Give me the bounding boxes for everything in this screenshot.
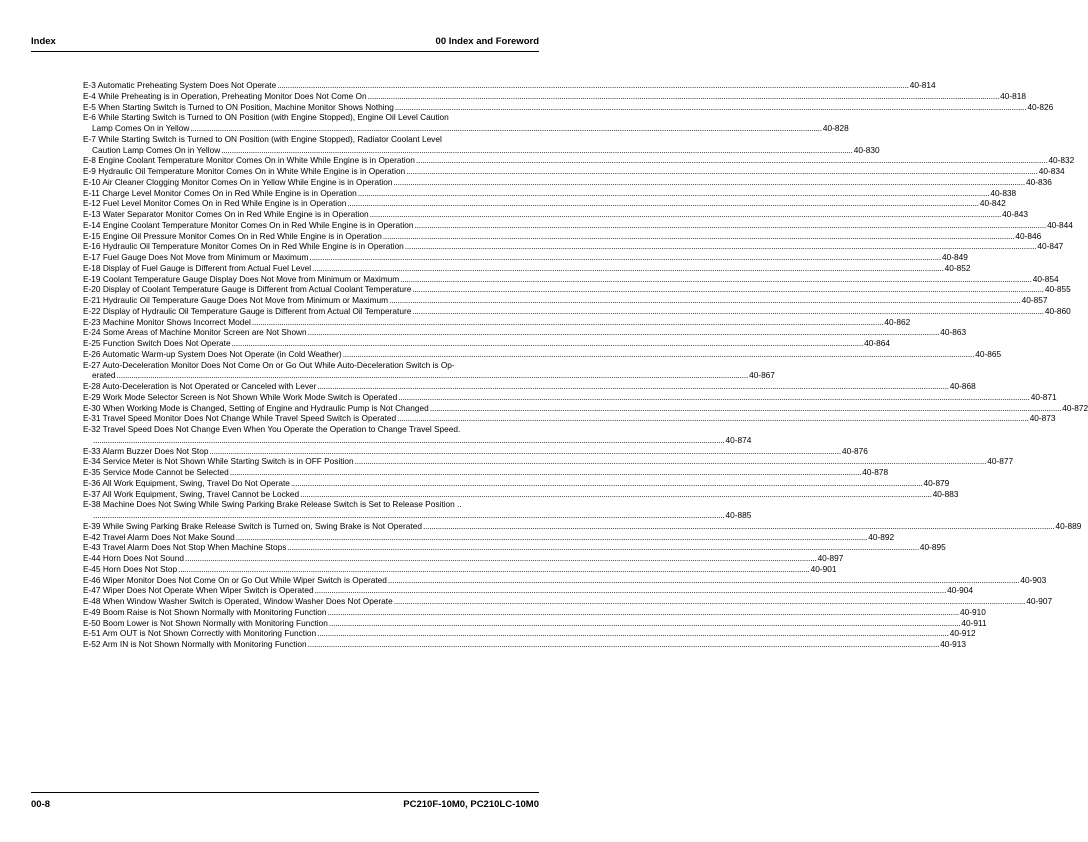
index-entry-page: 40-852	[944, 262, 971, 273]
dot-leader	[395, 102, 1027, 113]
index-entry-page: 40-844	[1047, 219, 1073, 230]
index-entry-page: 40-863	[940, 327, 967, 338]
index-entry[interactable]	[83, 359, 775, 382]
dot-leader	[368, 91, 1000, 102]
index-entry-title-line1: E-32 Travel Speed Does Not Change Even When You Operate the Operation to Change Travel Speed.	[83, 424, 461, 434]
dot-leader	[221, 145, 853, 156]
dot-leader	[190, 123, 822, 134]
index-entry-page: 40-826	[1027, 101, 1054, 112]
index-entry[interactable]	[83, 542, 946, 553]
index-entry-page: 40-879	[923, 477, 950, 488]
dot-leader	[329, 618, 961, 629]
dot-leader	[236, 532, 868, 543]
index-entry[interactable]	[83, 617, 987, 629]
index-list	[83, 80, 1088, 650]
index-entry-page: 40-867	[749, 370, 775, 381]
index-entry-page: 40-913	[940, 639, 967, 649]
index-entry-page: 40-830	[853, 144, 880, 155]
index-entry[interactable]	[83, 133, 880, 156]
index-entry-continuation	[83, 123, 849, 134]
dot-leader	[317, 381, 949, 392]
index-entry[interactable]	[83, 402, 1088, 414]
dot-leader	[317, 628, 949, 639]
index-entry-title-line2: erated	[92, 370, 116, 381]
index-entry-title: E-36 All Work Equipment, Swing, Travel Do Not Operate	[83, 477, 290, 488]
index-entry-page: 40-842	[979, 198, 1006, 209]
dot-leader	[309, 252, 941, 263]
index-entry-page: 40-903	[1020, 574, 1047, 585]
index-entry-title: E-3 Automatic Preheating System Does Not Operate	[83, 80, 277, 90]
index-entry[interactable]	[83, 585, 973, 596]
index-entry-title: E-43 Travel Alarm Does Not Stop When Machine Stops	[83, 542, 287, 553]
dot-leader	[300, 489, 932, 500]
index-entry[interactable]	[83, 477, 950, 489]
index-entry-title: E-34 Service Meter is Not Shown While Starting Switch is in OFF Position	[83, 456, 354, 467]
index-entry-title: E-52 Arm IN is Not Shown Normally with Monitoring Function	[83, 639, 307, 649]
index-entry-title-line1: E-27 Auto-Deceleration Monitor Does Not Come On or Go Out While Auto-Deceleration Switch is Op-	[83, 359, 455, 370]
dot-leader	[287, 542, 919, 553]
index-entry-title: E-37 All Work Equipment, Swing, Travel Cannot be Locked	[83, 488, 300, 499]
index-entry[interactable]	[83, 187, 1017, 199]
index-entry-title: E-47 Wiper Does Not Operate When Wiper Switch is Operated	[83, 585, 314, 596]
index-entry-title: E-11 Charge Level Monitor Comes On in Red While Engine is in Operation	[83, 187, 357, 198]
dot-leader	[277, 80, 909, 91]
index-entry-title: E-31 Travel Speed Monitor Does Not Change While Travel Speed Switch is Operated	[83, 413, 397, 424]
index-entry[interactable]	[83, 209, 1028, 220]
index-entry[interactable]	[83, 338, 890, 349]
index-entry[interactable]	[83, 467, 889, 478]
index-entry[interactable]	[83, 327, 967, 338]
footer-page-number: 00-8	[31, 799, 51, 810]
dot-leader	[400, 274, 1032, 285]
index-entry-title: E-50 Boom Lower is Not Shown Normally with Monitoring Function	[83, 617, 328, 628]
index-entry-title-line2: Caution Lamp Comes On in Yellow	[92, 144, 221, 155]
dot-leader	[383, 231, 1015, 242]
dot-leader	[355, 456, 987, 467]
index-entry[interactable]	[83, 90, 1027, 102]
index-entry-page: 40-846	[1015, 230, 1042, 241]
dot-leader	[291, 478, 923, 489]
dot-leader	[230, 467, 862, 478]
index-entry-title: E-15 Engine Oil Pressure Monitor Comes On in Red While Engine is in Operation	[83, 230, 382, 241]
index-entry[interactable]	[83, 553, 844, 564]
index-entry[interactable]	[83, 284, 1071, 295]
index-entry-title: E-14 Engine Coolant Temperature Monitor Comes On in Red While Engine is in Operation	[83, 219, 414, 230]
index-entry-title: E-51 Arm OUT is Not Shown Correctly with Monitoring Function	[83, 628, 317, 639]
index-entry-page: 40-857	[1021, 295, 1048, 305]
index-entry[interactable]	[83, 563, 837, 575]
index-entry-page: 40-895	[919, 542, 946, 553]
header-section-label: Index	[31, 36, 56, 47]
index-entry-title-line1: E-38 Machine Does Not Swing While Swing Parking Brake Release Switch is Set to Release Position ..	[83, 499, 462, 510]
index-entry[interactable]	[83, 252, 968, 263]
dot-leader	[415, 220, 1047, 231]
index-entry[interactable]	[83, 166, 1065, 177]
index-entry[interactable]	[83, 628, 976, 639]
index-entry-page: 40-814	[909, 80, 936, 90]
index-entry[interactable]	[83, 606, 986, 618]
dot-leader	[252, 317, 884, 328]
dot-leader	[347, 198, 979, 209]
dot-leader	[308, 639, 940, 650]
index-entry-title: E-48 When Window Washer Switch is Operated, Window Washer Does Not Operate	[83, 596, 393, 606]
index-entry-page: 40-883	[932, 488, 959, 499]
index-entry-page: 40-849	[942, 252, 968, 262]
dot-leader	[398, 392, 1030, 403]
dot-leader	[209, 446, 841, 457]
dot-leader	[405, 241, 1037, 252]
index-entry-page: 40-897	[817, 553, 844, 563]
index-entry-page: 40-836	[1026, 176, 1052, 187]
index-entry-title: E-45 Horn Does Not Stop	[83, 563, 178, 574]
index-entry[interactable]	[83, 574, 1047, 586]
index-entry-page: 40-847	[1037, 241, 1064, 252]
index-entry-title: E-46 Wiper Monitor Does Not Come On or Go Out While Wiper Switch is Operated	[83, 574, 387, 585]
dot-leader	[185, 553, 817, 564]
index-entry-page: 40-834	[1038, 166, 1065, 176]
index-entry-page: 40-910	[960, 606, 986, 617]
index-entry-title-line2: Lamp Comes On in Yellow	[92, 123, 190, 133]
index-entry-continuation	[83, 370, 775, 381]
index-entry-title: E-33 Alarm Buzzer Does Not Stop	[83, 445, 209, 456]
index-entry[interactable]	[83, 101, 1054, 113]
index-entry-title: E-16 Hydraulic Oil Temperature Monitor Comes On in Red While Engine is in Operation	[83, 241, 404, 252]
dot-leader	[412, 284, 1044, 295]
dot-leader	[93, 510, 725, 521]
footer-model-name: PC210F-10M0, PC210LC-10M0	[403, 799, 539, 810]
dot-leader	[93, 435, 725, 446]
index-entry[interactable]	[83, 198, 1006, 209]
index-entry[interactable]	[83, 456, 1014, 467]
index-entry-title: E-9 Hydraulic Oil Temperature Monitor Comes On in White While Engine is in Operation	[83, 166, 406, 176]
dot-leader	[358, 188, 990, 199]
index-entry-title: E-10 Air Cleaner Clogging Monitor Comes On in Yellow While Engine is in Operation	[83, 176, 393, 187]
index-entry[interactable]	[83, 262, 971, 274]
index-entry[interactable]	[83, 230, 1042, 242]
dot-leader	[312, 263, 944, 274]
index-entry-page: 40-889	[1055, 520, 1082, 531]
index-entry-page: 40-907	[1026, 596, 1053, 606]
index-entry[interactable]	[83, 488, 959, 500]
footer-rule	[31, 792, 539, 793]
dot-leader	[343, 349, 975, 360]
index-entry-page: 40-854	[1032, 273, 1059, 284]
index-entry[interactable]	[83, 316, 911, 328]
index-entry-title: E-22 Display of Hydraulic Oil Temperature Gauge is Different from Actual Oil Temperature	[83, 305, 412, 316]
index-entry-title-line1: E-6 While Starting Switch is Turned to ON Position (with Engine Stopped), Engine Oil Level Caution	[83, 112, 449, 123]
page-header	[31, 36, 539, 47]
index-entry[interactable]	[83, 531, 895, 543]
index-entry-title: E-8 Engine Coolant Temperature Monitor Comes On in White While Engine is in Operation	[83, 155, 415, 166]
dot-leader	[416, 155, 1048, 166]
page-footer	[31, 799, 539, 810]
index-entry-continuation	[83, 510, 752, 521]
index-entry-title: E-5 When Starting Switch is Turned to ON Position, Machine Monitor Shows Nothing	[83, 101, 394, 112]
dot-leader	[232, 338, 864, 349]
index-entry[interactable]	[83, 520, 1082, 532]
index-entry[interactable]	[83, 273, 1059, 285]
index-entry[interactable]	[83, 639, 967, 650]
index-entry[interactable]	[83, 391, 1057, 403]
header-rule	[31, 51, 539, 52]
index-entry-page: 40-828	[822, 123, 849, 133]
dot-leader	[389, 295, 1021, 306]
index-entry[interactable]	[83, 80, 936, 91]
index-entry-page: 40-873	[1029, 413, 1056, 424]
index-entry-page: 40-871	[1030, 391, 1057, 402]
index-entry-title: E-29 Work Mode Selector Screen is Not Shown While Work Mode Switch is Operated	[83, 391, 398, 402]
dot-leader	[430, 403, 1062, 414]
index-entry[interactable]	[83, 424, 752, 446]
index-entry-page: 40-874	[725, 434, 752, 445]
dot-leader	[178, 564, 810, 575]
dot-leader	[397, 413, 1029, 424]
index-entry-page: 40-878	[862, 467, 889, 477]
index-entry-page: 40-912	[949, 628, 976, 639]
index-entry[interactable]	[83, 155, 1075, 166]
index-entry-title: E-24 Some Areas of Machine Monitor Screen are Not Shown	[83, 327, 307, 338]
index-entry-page: 40-872	[1062, 402, 1088, 413]
index-entry-title-line1: E-7 While Starting Switch is Turned to ON Position (with Engine Stopped), Radiator Coolant Level	[83, 133, 442, 144]
index-entry-title: E-13 Water Separator Monitor Comes On in Red While Engine is in Operation	[83, 209, 369, 219]
index-entry-title: E-30 When Working Mode is Changed, Setting of Engine and Hydraulic Pump is Not Changed	[83, 402, 429, 413]
dot-leader	[117, 370, 749, 381]
index-entry-page: 40-843	[1002, 209, 1028, 219]
index-entry-page: 40-901	[810, 563, 837, 574]
index-entry-title: E-44 Horn Does Not Sound	[83, 553, 185, 563]
index-entry-page: 40-864	[864, 338, 890, 348]
index-entry[interactable]	[83, 445, 868, 457]
index-entry-title: E-26 Automatic Warm-up System Does Not Operate (in Cold Weather)	[83, 348, 342, 359]
dot-leader	[393, 177, 1025, 188]
index-entry-page: 40-868	[949, 381, 976, 391]
index-entry-title: E-18 Display of Fuel Gauge is Different from Actual Fuel Level	[83, 262, 312, 273]
index-entry-page: 40-860	[1044, 305, 1071, 316]
dot-leader	[406, 166, 1038, 177]
index-entry-title: E-17 Fuel Gauge Does Not Move from Minimum or Maximum	[83, 252, 309, 262]
index-entry[interactable]	[83, 499, 752, 521]
index-entry-page: 40-885	[725, 510, 752, 520]
index-entry-page: 40-818	[1000, 90, 1027, 101]
index-entry-page: 40-862	[884, 316, 911, 327]
index-entry-title: E-12 Fuel Level Monitor Comes On in Red While Engine is in Operation	[83, 198, 347, 209]
index-entry-title: E-23 Machine Monitor Shows Incorrect Model	[83, 316, 251, 327]
index-entry-continuation	[83, 144, 880, 156]
dot-leader	[423, 521, 1055, 532]
index-entry-page: 40-911	[961, 617, 987, 628]
index-entry-page: 40-865	[975, 348, 1002, 359]
index-entry-title: E-20 Display of Coolant Temperature Gauge is Different from Actual Coolant Temperature	[83, 284, 412, 295]
dot-leader	[327, 607, 959, 618]
dot-leader	[315, 585, 947, 596]
index-entry[interactable]	[83, 219, 1073, 231]
index-entry-page: 40-876	[841, 445, 868, 456]
index-entry[interactable]	[83, 176, 1052, 188]
index-entry[interactable]	[83, 295, 1048, 306]
index-entry[interactable]	[83, 112, 849, 134]
header-chapter-title: 00 Index and Foreword	[435, 36, 539, 47]
index-entry-title: E-28 Auto-Deceleration is Not Operated or Canceled with Lever	[83, 381, 317, 391]
index-entry-page: 40-892	[868, 531, 895, 542]
index-entry-continuation	[83, 434, 752, 446]
index-entry-title: E-21 Hydraulic Oil Temperature Gauge Does Not Move from Minimum or Maximum	[83, 295, 389, 305]
dot-leader	[412, 306, 1044, 317]
index-entry-title: E-35 Service Mode Cannot be Selected	[83, 467, 229, 477]
index-entry-page: 40-904	[947, 585, 973, 596]
index-entry-title: E-49 Boom Raise is Not Shown Normally with Monitoring Function	[83, 606, 327, 617]
index-entry-page: 40-832	[1048, 155, 1075, 166]
index-entry[interactable]	[83, 381, 976, 392]
index-entry-page: 40-838	[990, 187, 1017, 198]
index-entry[interactable]	[83, 241, 1064, 252]
index-entry-title: E-25 Function Switch Does Not Operate	[83, 338, 231, 348]
dot-leader	[308, 327, 940, 338]
dot-leader	[370, 209, 1002, 220]
index-entry[interactable]	[83, 348, 1002, 360]
dot-leader	[394, 596, 1026, 607]
index-entry-title: E-19 Coolant Temperature Gauge Display Does Not Move from Minimum or Maximum	[83, 273, 400, 284]
index-entry-title: E-39 While Swing Parking Brake Release Switch is Turned on, Swing Brake is Not Operated	[83, 520, 422, 531]
index-entry[interactable]	[83, 413, 1056, 424]
index-entry[interactable]	[83, 305, 1071, 317]
index-entry[interactable]	[83, 596, 1053, 607]
dot-leader	[388, 575, 1020, 586]
index-entry-title: E-42 Travel Alarm Does Not Make Sound	[83, 531, 235, 542]
index-entry-page: 40-855	[1044, 284, 1071, 295]
index-entry-title: E-4 While Preheating is in Operation, Preheating Monitor Does Not Come On	[83, 90, 367, 101]
index-entry-page: 40-877	[987, 456, 1014, 467]
